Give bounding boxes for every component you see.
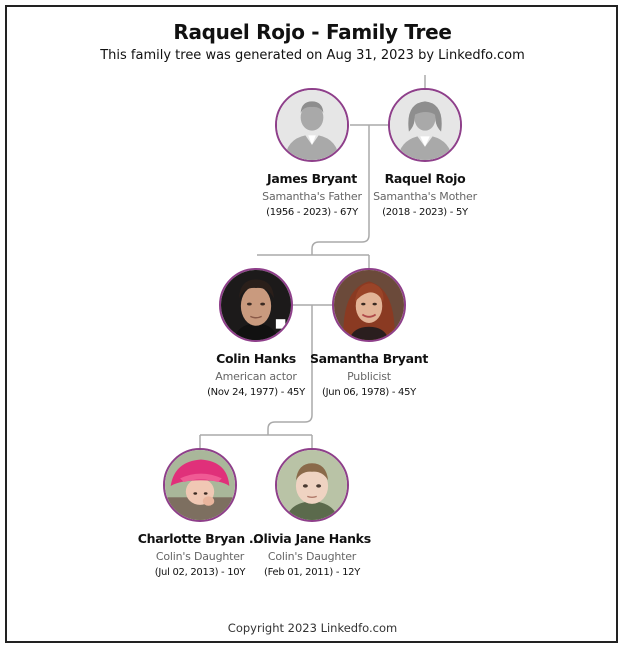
footer-copyright: Copyright 2023 Linkedfo.com [227, 621, 398, 635]
person-name[interactable]: Colin Hanks [216, 351, 296, 366]
person-name[interactable]: Samantha Bryant [309, 351, 429, 366]
person-relationship: Samantha's Mother [373, 190, 477, 203]
person-name[interactable]: Raquel Rojo [384, 171, 466, 186]
person-name[interactable]: Charlotte Bryan ... [137, 531, 263, 546]
page-subtitle: This family tree was generated on Aug 31, 2023 by Linkedfo.com [100, 48, 525, 63]
person-raquel-rojo [360, 171, 490, 218]
avatar-james-bryant[interactable] [275, 88, 349, 162]
person-samantha-bryant [304, 351, 434, 398]
colin-hanks-photo [221, 270, 291, 340]
male-placeholder-icon [277, 90, 347, 160]
avatar-samantha-bryant[interactable] [332, 268, 406, 342]
page-title: Raquel Rojo - Family Tree [173, 20, 452, 44]
person-dates: (1956 - 2023) - 67Y [266, 207, 358, 218]
person-name[interactable]: James Bryant [267, 171, 357, 186]
person-relationship: Publicist [347, 370, 391, 383]
person-charlotte-bryan [135, 531, 265, 578]
avatar-charlotte-bryan[interactable] [163, 448, 237, 522]
person-relationship: Colin's Daughter [155, 550, 245, 563]
person-dates: (2018 - 2023) - 5Y [382, 207, 468, 218]
person-james-bryant [247, 171, 377, 218]
person-relationship: Samantha's Father [262, 190, 362, 203]
person-dates: (Jul 02, 2013) - 10Y [154, 567, 246, 578]
person-relationship: Colin's Daughter [267, 550, 357, 563]
person-olivia-jane-hanks [247, 531, 377, 578]
person-dates: (Jun 06, 1978) - 45Y [322, 387, 416, 398]
charlotte-photo [165, 450, 235, 520]
avatar-colin-hanks[interactable] [219, 268, 293, 342]
samantha-bryant-photo [334, 270, 404, 340]
person-dates: (Feb 01, 2011) - 12Y [263, 567, 361, 578]
person-dates: (Nov 24, 1977) - 45Y [207, 387, 305, 398]
avatar-raquel-rojo[interactable] [388, 88, 462, 162]
person-relationship: American actor [215, 370, 297, 383]
person-name[interactable]: Olivia Jane Hanks [253, 531, 371, 546]
avatar-olivia-jane-hanks[interactable] [275, 448, 349, 522]
person-colin-hanks [191, 351, 321, 398]
olivia-photo [277, 450, 347, 520]
female-placeholder-icon [390, 90, 460, 160]
